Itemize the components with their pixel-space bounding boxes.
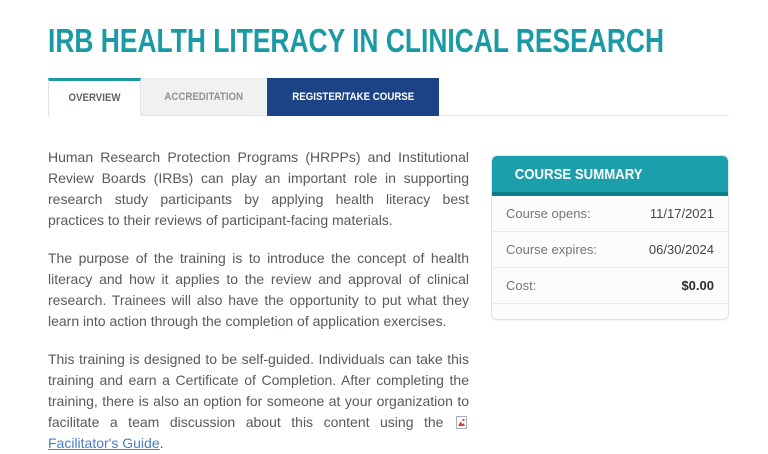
course-expires-row xyxy=(492,232,728,268)
course-cost-row xyxy=(492,268,728,304)
tab-overview-label: OVERVIEW xyxy=(68,92,121,105)
page-title-text: IRB HEALTH LITERACY IN CLINICAL RESEARCH xyxy=(48,22,665,59)
course-opens-row xyxy=(492,196,728,232)
course-description xyxy=(48,147,479,454)
course-opens-value: 11/17/2021 xyxy=(649,205,714,221)
tab-register-take-course[interactable] xyxy=(267,78,440,116)
course-expires-label: Course expires: xyxy=(506,241,598,257)
description-paragraph-3 xyxy=(48,349,469,454)
course-opens-label: Course opens: xyxy=(506,205,591,221)
course-cost-label: Cost: xyxy=(506,277,537,293)
tab-accreditation[interactable] xyxy=(141,78,266,115)
course-summary-body xyxy=(492,196,728,319)
tab-accreditation-label: ACCREDITATION xyxy=(164,90,244,103)
tab-overview[interactable] xyxy=(48,78,141,116)
course-cost-value: $0.00 xyxy=(681,277,714,293)
content-area xyxy=(48,147,729,454)
pdf-file-icon xyxy=(456,414,467,435)
paragraph-3-text: This training is designed to be self-guided. Individuals can take this training and earn a Certificate of Completion. After completing the training, there is also an option for someone at your organization to facilitate a team discussion about this content using the xyxy=(48,350,469,430)
paragraph-3-period: . xyxy=(159,434,164,451)
tab-register-label: REGISTER/TAKE COURSE xyxy=(291,90,414,103)
facilitators-guide-link[interactable]: Facilitator's Guide xyxy=(48,434,160,451)
page-title xyxy=(48,22,729,60)
description-paragraph-1: Human Research Protection Programs (HRPPs) and Institutional Review Boards (IRBs) can play an important role in supporting research study participants by applying health literacy best practices to their reviews of participant-facing materials. xyxy=(48,148,469,228)
course-expires-value: 06/30/2024 xyxy=(648,241,714,257)
tab-bar xyxy=(48,78,729,116)
description-paragraph-2: The purpose of the training is to introduce the concept of health literacy and how it applies to the review and approval of clinical research. Trainees will also have the opportunity to put what they learn into action through the completion of application exercises. xyxy=(48,249,469,329)
course-summary-header xyxy=(492,156,728,196)
course-summary-panel xyxy=(491,155,729,320)
course-summary-title: COURSE SUMMARY xyxy=(514,165,643,183)
